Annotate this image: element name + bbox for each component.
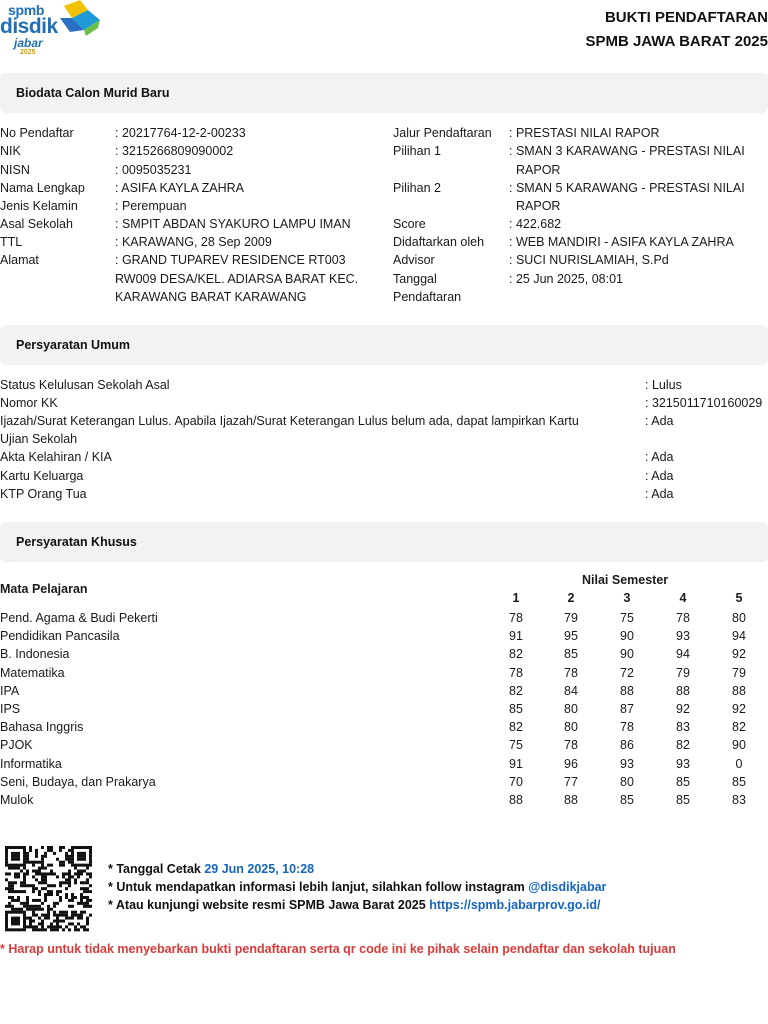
logo-book-icon bbox=[58, 0, 102, 40]
grade-cell: 82 bbox=[676, 738, 690, 753]
umum-label: KTP Orang Tua bbox=[0, 487, 87, 501]
biodata-label: Tanggal bbox=[393, 272, 437, 286]
grade-cell: 88 bbox=[564, 793, 578, 807]
grade-cell: 83 bbox=[676, 720, 690, 735]
biodata-label: Didaftarkan oleh bbox=[393, 235, 485, 249]
grade-cell: 96 bbox=[564, 756, 578, 771]
qr-code-icon bbox=[4, 846, 94, 932]
subject-name: Bahasa Inggris bbox=[0, 720, 84, 735]
subject-name: Matematika bbox=[0, 665, 65, 680]
subject-name: PJOK bbox=[0, 738, 33, 753]
biodata-value: : 0095035231 bbox=[115, 163, 192, 177]
grade-cell: 92 bbox=[732, 647, 746, 662]
subject-name: B. Indonesia bbox=[0, 647, 70, 662]
biodata-label: Asal Sekolah bbox=[0, 217, 73, 231]
biodata-value: : 20217764-12-2-00233 bbox=[115, 126, 246, 140]
grade-cell: 85 bbox=[509, 702, 523, 716]
grade-cell: 91 bbox=[509, 756, 523, 771]
biodata-label: Nama Lengkap bbox=[0, 181, 85, 195]
biodata-label: TTL bbox=[0, 235, 23, 249]
biodata-label: Pilihan 2 bbox=[393, 181, 441, 195]
grade-cell: 79 bbox=[564, 611, 578, 625]
umum-label: Kartu Keluarga bbox=[0, 469, 84, 483]
document-header bbox=[0, 0, 768, 64]
grade-cell: 0 bbox=[735, 756, 743, 771]
grade-cell: 80 bbox=[564, 720, 578, 735]
biodata-value: : SMAN 3 KARAWANG - PRESTASI NILAI bbox=[509, 144, 745, 158]
grade-cell: 83 bbox=[732, 793, 746, 807]
umum-label: Ijazah/Surat Keterangan Lulus. Apabila Ijazah/Surat Keterangan Lulus belum ada, dapat lampirkan Kartu bbox=[0, 414, 579, 428]
grade-cell: 93 bbox=[620, 756, 634, 771]
semester-header: 5 bbox=[735, 591, 743, 605]
grade-cell: 77 bbox=[564, 774, 578, 789]
semester-header: 3 bbox=[623, 591, 631, 605]
grade-cell: 78 bbox=[509, 611, 523, 625]
grade-cell: 90 bbox=[620, 647, 634, 662]
grade-cell: 82 bbox=[509, 647, 523, 662]
umum-label: Nomor KK bbox=[0, 396, 58, 410]
grade-cell: 88 bbox=[509, 793, 523, 807]
title-line-2: SPMB JAWA BARAT 2025 bbox=[585, 33, 768, 50]
grade-cell: 94 bbox=[676, 647, 690, 662]
umum-value: : Lulus bbox=[645, 378, 682, 392]
biodata-value: : 422.682 bbox=[509, 217, 562, 231]
grade-cell: 90 bbox=[620, 629, 634, 644]
grade-cell: 70 bbox=[509, 774, 523, 789]
subject-name: IPA bbox=[0, 683, 20, 698]
biodata-label: Jenis Kelamin bbox=[0, 199, 78, 213]
grade-cell: 85 bbox=[676, 793, 690, 807]
print-date-note bbox=[108, 862, 314, 876]
grade-cell: 95 bbox=[564, 629, 578, 644]
logo-spmb-text: spmb bbox=[8, 2, 45, 18]
grade-cell: 80 bbox=[620, 774, 634, 789]
biodata-section-title: Biodata Calon Murid Baru bbox=[16, 86, 170, 100]
semester-header: 4 bbox=[679, 591, 687, 605]
umum-label: Akta Kelahiran / KIA bbox=[0, 450, 112, 464]
grade-cell: 82 bbox=[732, 720, 746, 735]
biodata-value-continued: KARAWANG BARAT KARAWANG bbox=[115, 290, 307, 304]
grade-cell: 86 bbox=[620, 738, 634, 753]
grade-cell: 88 bbox=[620, 683, 634, 698]
biodata-value: : Perempuan bbox=[115, 199, 187, 213]
grade-cell: 93 bbox=[676, 629, 690, 644]
biodata-label: Score bbox=[393, 217, 426, 231]
grade-cell: 80 bbox=[732, 611, 746, 625]
subject-name: IPS bbox=[0, 702, 21, 716]
biodata-value: : PRESTASI NILAI RAPOR bbox=[509, 126, 660, 140]
grade-cell: 88 bbox=[732, 683, 746, 698]
subject-name: Pendidikan Pancasila bbox=[0, 629, 120, 644]
spmb-disdik-logo bbox=[0, 0, 110, 60]
biodata-label: Advisor bbox=[393, 253, 435, 267]
grade-cell: 75 bbox=[509, 738, 523, 753]
umum-label: Status Kelulusan Sekolah Asal bbox=[0, 378, 170, 392]
grade-cell: 93 bbox=[676, 756, 690, 771]
instagram-note bbox=[108, 880, 606, 894]
grade-cell: 90 bbox=[732, 738, 746, 753]
biodata-section-header bbox=[0, 73, 768, 113]
biodata-label-continued: Pendaftaran bbox=[393, 290, 462, 304]
grade-cell: 85 bbox=[676, 774, 690, 789]
grade-cell: 80 bbox=[564, 702, 578, 716]
biodata-value-continued: RAPOR bbox=[516, 199, 561, 213]
grade-cell: 75 bbox=[620, 611, 634, 625]
umum-section-header bbox=[0, 325, 768, 365]
grade-cell: 88 bbox=[676, 683, 690, 698]
logo-disdik-text: disdik bbox=[0, 15, 58, 38]
grade-cell: 78 bbox=[509, 665, 523, 680]
umum-section-title: Persyaratan Umum bbox=[16, 338, 130, 352]
biodata-label: NIK bbox=[0, 144, 21, 158]
biodata-value: : KARAWANG, 28 Sep 2009 bbox=[115, 235, 272, 249]
subject-name: Informatika bbox=[0, 756, 62, 771]
title-line-1: BUKTI PENDAFTARAN bbox=[604, 9, 768, 26]
logo-jabar-text: jabar bbox=[14, 36, 43, 50]
semester-header: 1 bbox=[512, 591, 520, 605]
biodata-value: : 3215266809090002 bbox=[115, 144, 234, 158]
biodata-value-continued: RAPOR bbox=[516, 163, 561, 177]
warning-note: * Harap untuk tidak menyebarkan bukti pendaftaran serta qr code ini ke pihak selain pendaftar dan sekolah tujuan bbox=[0, 942, 676, 956]
umum-value: : Ada bbox=[645, 487, 674, 501]
grade-cell: 79 bbox=[676, 665, 690, 680]
umum-label-continued: Ujian Sekolah bbox=[0, 432, 78, 446]
umum-value: : Ada bbox=[645, 414, 674, 428]
biodata-value: : WEB MANDIRI - ASIFA KAYLA ZAHRA bbox=[509, 235, 734, 249]
print-date: 29 Jun 2025, 10:28 bbox=[204, 862, 315, 876]
biodata-label: Pilihan 1 bbox=[393, 144, 441, 158]
biodata-label: Jalur Pendaftaran bbox=[393, 126, 492, 140]
biodata-label: NISN bbox=[0, 163, 30, 177]
semester-group-header: Nilai Semester bbox=[582, 573, 669, 587]
subject-name: Pend. Agama & Budi Pekerti bbox=[0, 611, 158, 625]
instagram-link[interactable]: @disdikjabar bbox=[528, 880, 607, 894]
instagram-prefix: * Untuk mendapatkan informasi lebih lanjut, silahkan follow instagram bbox=[108, 880, 529, 894]
biodata-label: No Pendaftar bbox=[0, 126, 74, 140]
khusus-section-title: Persyaratan Khusus bbox=[16, 535, 137, 549]
semester-header: 2 bbox=[567, 591, 575, 605]
grade-cell: 92 bbox=[732, 702, 746, 716]
grade-cell: 85 bbox=[732, 774, 746, 789]
grade-cell: 78 bbox=[564, 738, 578, 753]
biodata-value: : SMAN 5 KARAWANG - PRESTASI NILAI bbox=[509, 181, 745, 195]
biodata-value-continued: RW009 DESA/KEL. ADIARSA BARAT KEC. bbox=[115, 272, 359, 286]
umum-value: : 3215011710160029 bbox=[645, 396, 763, 410]
grade-cell: 72 bbox=[620, 665, 634, 680]
grade-cell: 79 bbox=[732, 665, 746, 680]
biodata-value: : ASIFA KAYLA ZAHRA bbox=[115, 181, 244, 195]
grade-cell: 78 bbox=[676, 611, 690, 625]
grade-cell: 94 bbox=[732, 629, 746, 644]
grade-cell: 84 bbox=[564, 683, 578, 698]
subject-name: Mulok bbox=[0, 793, 34, 807]
website-prefix: * Atau kunjungi website resmi SPMB Jawa Barat 2025 bbox=[108, 898, 430, 912]
website-link[interactable]: https://spmb.jabarprov.go.id/ bbox=[429, 898, 601, 912]
khusus-section-header bbox=[0, 522, 768, 562]
biodata-label: Alamat bbox=[0, 253, 39, 267]
grade-cell: 82 bbox=[509, 683, 523, 698]
biodata-value: : SMPIT ABDAN SYAKURO LAMPU IMAN bbox=[115, 217, 351, 231]
umum-value: : Ada bbox=[645, 469, 674, 483]
biodata-value: : SUCI NURISLAMIAH, S.Pd bbox=[509, 253, 669, 267]
subject-column-header: Mata Pelajaran bbox=[0, 582, 88, 596]
umum-value: : Ada bbox=[645, 450, 674, 464]
grade-cell: 78 bbox=[620, 720, 634, 735]
biodata-value: : 25 Jun 2025, 08:01 bbox=[509, 272, 623, 286]
grade-cell: 85 bbox=[620, 793, 634, 807]
biodata-value: : GRAND TUPAREV RESIDENCE RT003 bbox=[115, 253, 346, 267]
grade-cell: 85 bbox=[564, 647, 578, 662]
grade-cell: 82 bbox=[509, 720, 523, 735]
subject-name: Seni, Budaya, dan Prakarya bbox=[0, 774, 156, 789]
grade-cell: 91 bbox=[509, 629, 523, 644]
print-date-prefix: * Tanggal Cetak bbox=[108, 862, 205, 876]
grade-cell: 78 bbox=[564, 665, 578, 680]
website-note bbox=[108, 898, 601, 912]
grade-cell: 92 bbox=[676, 702, 690, 716]
logo-year-text: 2025 bbox=[20, 49, 36, 56]
grade-cell: 87 bbox=[620, 702, 634, 716]
document-title bbox=[585, 6, 768, 54]
